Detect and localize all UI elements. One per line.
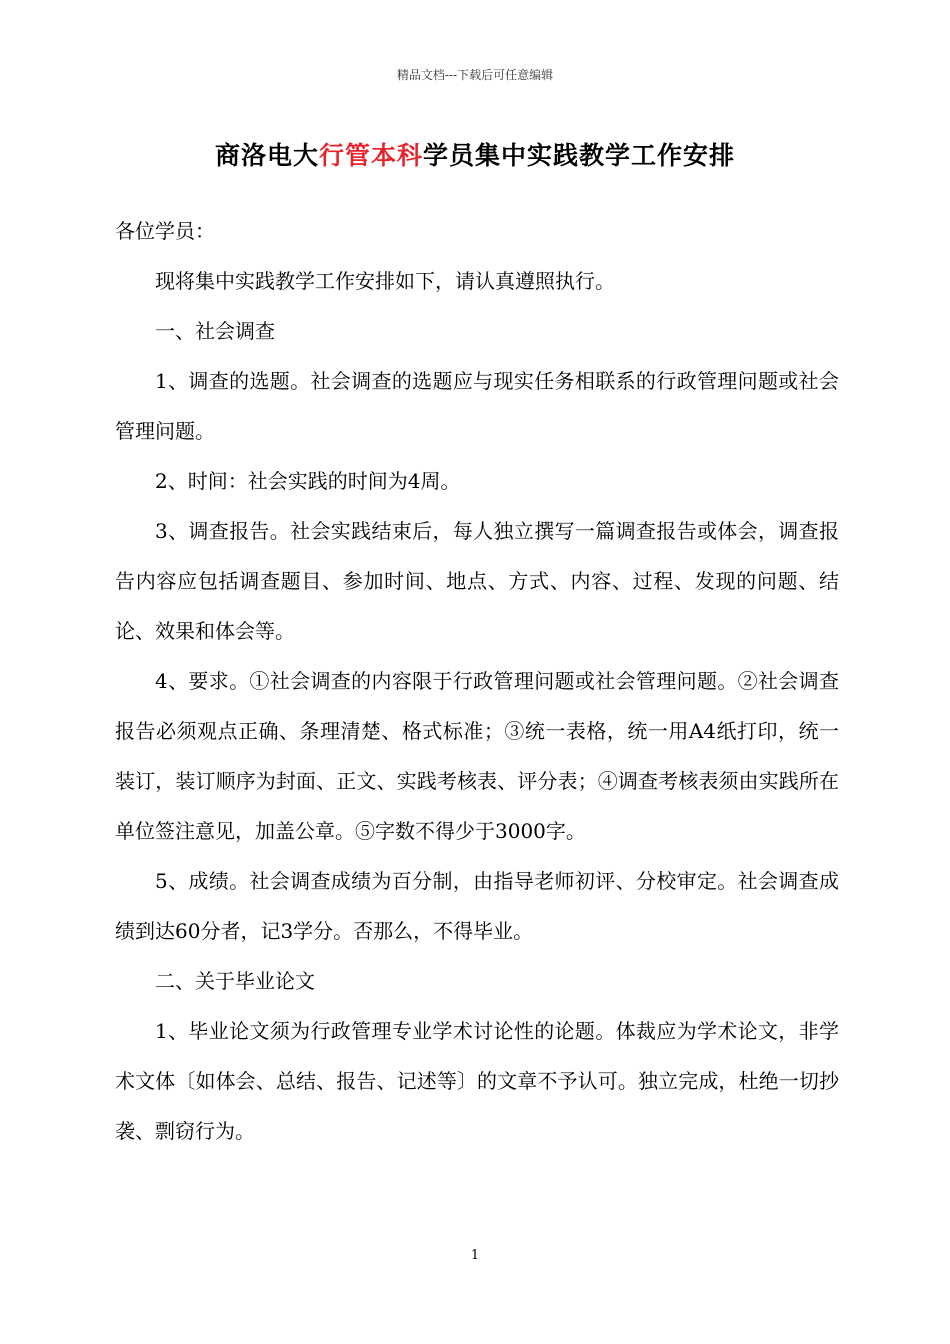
title-highlight: 行管本科 xyxy=(318,141,423,170)
page-number: 1 xyxy=(470,1248,480,1263)
page-header-note: 精品文档---下载后可任意编辑 xyxy=(396,68,554,82)
section-heading-social-survey: 一、社会调查 xyxy=(155,319,275,343)
document-title xyxy=(0,136,950,172)
paragraph-grades: 5、成绩。社会调查成绩为百分制，由指导老师初评、分校审定。社会调查成绩到达60分者，记3学分。否那么，不得毕业。 xyxy=(115,869,839,943)
paragraph-survey-report: 3、调查报告。社会实践结束后，每人独立撰写一篇调查报告或体会，调查报告内容应包括调查题目、参加时间、地点、方式、内容、过程、发现的问题、结论、效果和体会等。 xyxy=(115,519,839,643)
paragraph-topic-selection: 1、调查的选题。社会调查的选题应与现实任务相联系的行政管理问题或社会管理问题。 xyxy=(115,369,839,443)
title-part-2: 学员集中实践教学工作安排 xyxy=(423,141,736,170)
salutation: 各位学员： xyxy=(115,219,215,243)
title-part-1: 商洛电大 xyxy=(214,141,319,170)
paragraph-thesis-topic: 1、毕业论文须为行政管理专业学术讨论性的论题。体裁应为学术论文，非学术文体〔如体会、总结、报告、记述等〕的文章不予认可。独立完成，杜绝一切抄袭、剽窃行为。 xyxy=(115,1019,839,1143)
section-heading-thesis: 二、关于毕业论文 xyxy=(155,969,315,993)
paragraph-intro: 现将集中实践教学工作安排如下，请认真遵照执行。 xyxy=(155,269,615,293)
paragraph-requirements: 4、要求。①社会调查的内容限于行政管理问题或社会管理问题。②社会调查报告必须观点正确、条理清楚、格式标准；③统一表格，统一用A4纸打印，统一装订，装订顺序为封面、正文、实践考核表、评分表；④调查考核表须由实践所在单位签注意见，加盖公章。⑤字数不得少于3000字。 xyxy=(115,669,839,843)
paragraph-time: 2、时间：社会实践的时间为4周。 xyxy=(155,469,461,493)
document-body xyxy=(115,206,839,1156)
